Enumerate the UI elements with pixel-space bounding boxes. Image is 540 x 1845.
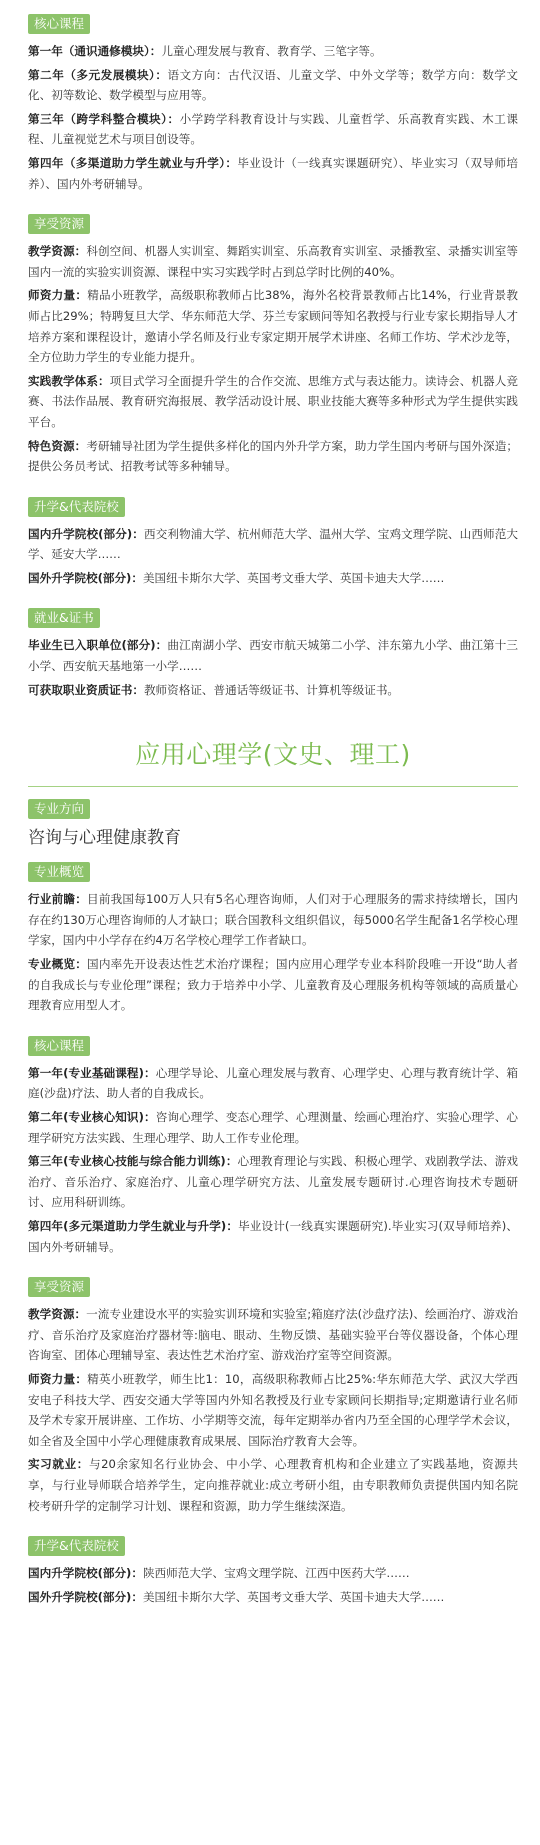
schools-section-2: [28, 1530, 518, 1607]
para-text: 项目式学习全面提升学生的合作交流、思维方式与表达能力。读诗会、机器人竞赛、书法作品展、教育研究海报展、教学活动设计展、职业技能大赛等多种形式为学生提供实践平台。: [28, 373, 518, 429]
para-text: 心理学导论、儿童心理发展与教育、心理学史、心理与教育统计学、箱庭(沙盘)疗法、助人者的自我成长。: [28, 1065, 518, 1101]
section-tag: 核心课程: [28, 1036, 90, 1056]
para-text: 语文方向：古代汉语、儿童文学、中外文学等；数学方向：数学文化、初等数论、数学模型与应用等。: [28, 67, 518, 103]
section-tag: 专业概览: [28, 862, 90, 882]
domestic-schools: [28, 524, 518, 565]
para-label: 师资力量：: [28, 288, 88, 303]
para-text: 美国纽卡斯尔大学、英国考文垂大学、英国卡迪夫大学……: [142, 1589, 445, 1604]
domestic-schools: [28, 1563, 518, 1584]
core-courses-section: [28, 8, 518, 194]
faculty: [28, 285, 518, 367]
para-label: 国外升学院校(部分)：: [28, 570, 143, 585]
teaching-resources: [28, 241, 518, 282]
para-label: 第一年(专业基础课程)：: [28, 1065, 156, 1080]
overview-section: [28, 856, 518, 1016]
para-label: 毕业生已入职单位(部分)：: [28, 638, 168, 653]
practice-system: [28, 371, 518, 433]
para-label: 行业前瞻：: [28, 892, 88, 907]
para-label: 实践教学体系：: [28, 373, 110, 388]
para-label: 国外升学院校(部分)：: [28, 1589, 143, 1604]
major-title: 应用心理学(文史、理工): [135, 740, 411, 770]
jobs-section: [28, 602, 518, 700]
direction-section: [28, 793, 518, 850]
para-text: 科创空间、机器人实训室、舞蹈实训室、乐高教育实训室、录播教室、录播实训室等国内一流的实验实训资源、课程中实习实践学时占到总学时比例的40%。: [28, 244, 518, 279]
para-label: 教学资源：: [28, 244, 87, 259]
para-text: 目前我国每100万人只有5名心理咨询师，人们对于心理服务的需求持续增长，国内存在约130万心理咨询师的人才缺口；联合国教科文组织倡议，每5000名学生配备1名学校心理学家，国内中小学存在约4万名学校心理学工作者缺口。: [28, 892, 518, 948]
foreign-schools: [28, 1587, 518, 1608]
major-direction: 咨询与心理健康教育: [28, 828, 181, 849]
para-label: 第四年(多元渠道助力学生就业与升学)：: [28, 1218, 239, 1233]
para-label: 国内升学院校(部分)：: [28, 526, 144, 541]
para-label: 第四年（多渠道助力学生就业与升学）：: [28, 155, 238, 170]
para-text: 毕业设计（一线真实课题研究）、毕业实习（双导师培养）、国内外考研辅导。: [28, 155, 519, 191]
para-text: 西交利物浦大学、杭州师范大学、温州大学、宝鸡文理学院、山西师范大学、延安大学……: [28, 526, 518, 562]
para-text: 国内率先开设表达性艺术治疗课程；国内应用心理学专业本科阶段唯一开设“助人者的自我成长与专业伦理”课程；致力于培养中小学、儿童教育及心理服务机构等领域的高质量心理教育应用型人才。: [28, 957, 518, 1013]
special-resources: [28, 436, 518, 477]
course-year-1: [28, 41, 518, 62]
core-courses-section-2: [28, 1030, 518, 1257]
schools-section: [28, 491, 518, 589]
para-label: 师资力量：: [28, 1371, 88, 1386]
section-tag: 升学&代表院校: [28, 497, 125, 517]
certificates: [28, 680, 518, 701]
para-label: 专业概览：: [28, 957, 88, 972]
para-text: 小学跨学科教育设计与实践、儿童哲学、乐高教育实践、木工课程、儿童视觉艺术与项目创设等。: [28, 111, 518, 147]
employers: [28, 635, 518, 676]
para-label: 特色资源：: [28, 438, 87, 453]
course-year-1: [28, 1063, 518, 1104]
course-year-4: [28, 1216, 518, 1257]
para-text: 教师资格证、普通话等级证书、计算机等级证书。: [143, 682, 400, 697]
para-label: 国内升学院校(部分)：: [28, 1566, 143, 1581]
course-year-3: [28, 109, 518, 150]
para-label: 实习就业：: [28, 1457, 89, 1472]
course-year-4: [28, 153, 518, 194]
course-year-2: [28, 65, 518, 106]
resources-section: [28, 208, 518, 477]
section-tag: 升学&代表院校: [28, 1536, 125, 1556]
course-year-3: [28, 1151, 518, 1213]
para-label: 第二年(专业核心知识)：: [28, 1110, 156, 1124]
major-overview: [28, 954, 518, 1016]
para-label: 第三年（跨学科整合模块）：: [28, 111, 180, 126]
resources-section-2: [28, 1271, 518, 1516]
para-text: 考研辅导社团为学生提供多样化的国内外升学方案，助力学生国内考研与国外深造；提供公务员考试、招教考试等多种辅导。: [28, 438, 518, 474]
major-title-block: [28, 738, 518, 787]
internship-employment: [28, 1454, 518, 1516]
para-text: 精英小班教学，师生比1：10，高级职称教师占比25%:华东师范大学、武汉大学西安电子科技大学、西安交通大学等国内外知名教授及行业专家顾问长期指导;定期邀请行业名师及学术专家开展讲座、工作坊、小学期等交流，每年定期举办省内乃至全国的心理学学术会议，如全省及全国中小学心理健康教育成果展、国际治疗教育大会等。: [28, 1371, 518, 1448]
section-tag: 享受资源: [28, 1277, 90, 1297]
para-text: 咨询心理学、变态心理学、心理测量、绘画心理治疗、实验心理学、心理学研究方法实践、生理心理学、助人工作专业伦理。: [28, 1110, 518, 1145]
para-label: 第三年(专业核心技能与综合能力训练)：: [28, 1154, 238, 1169]
industry-outlook: [28, 889, 518, 951]
title-divider: [28, 786, 518, 787]
para-text: 精品小班教学，高级职称教师占比38%，海外名校背景教师占比14%，行业背景教师占比29%；特聘复旦大学、华东师范大学、芬兰专家顾问等知名教授与行业专家长期指导人才培养方案和课程设计，邀请小学名师及行业专家定期开展学术讲座、名师工作坊、学术沙龙等，全方位助力学生的专业能力提升。: [28, 288, 518, 365]
section-tag: 享受资源: [28, 214, 90, 234]
para-text: 毕业设计(一线真实课题研究).毕业实习(双导师培养)、国内外考研辅导。: [28, 1218, 519, 1254]
para-text: 美国纽卡斯尔大学、英国考文垂大学、英国卡迪夫大学……: [142, 570, 445, 585]
para-label: 第二年（多元发展模块）：: [28, 67, 168, 82]
para-label: 教学资源：: [28, 1307, 87, 1322]
para-text: 一流专业建设水平的实验实训环境和实验室;箱庭疗法(沙盘疗法)、绘画治疗、游戏治疗、音乐治疗及家庭治疗器材等:脑电、眼动、生物反馈、基础实验平台等仪器设备，个体心理咨询室、团体心理辅导室、表达性艺术治疗室、游戏治疗室等空间资源。: [28, 1307, 518, 1363]
course-year-2: [28, 1107, 518, 1148]
para-text: 陕西师范大学、宝鸡文理学院、江西中医药大学……: [142, 1566, 410, 1581]
para-text: 儿童心理发展与教育、教育学、三笔字等。: [161, 44, 382, 58]
para-text: 与20余家知名行业协会、中小学、心理教育机构和企业建立了实践基地，资源共享，与行业导师联合培养学生，定向推荐就业:成立考研小组，由专职教师负责提供国内知名院校考研升学的定制学习计划、课程和资源，助力学生继续深造。: [28, 1457, 518, 1513]
para-label: 第一年（通识通修模块）：: [28, 44, 162, 58]
para-label: 可获取职业资质证书：: [28, 682, 144, 697]
para-text: 心理教育理论与实践、积极心理学、戏剧教学法、游戏治疗、音乐治疗、家庭治疗、儿童心理学研究方法、儿童发展专题研讨.心理咨询技术专题研讨、应用科研训练。: [28, 1154, 518, 1210]
para-text: 曲江南湖小学、西安市航天城第二小学、沣东第九小学、曲江第十三小学、西安航天基地第一小学……: [28, 638, 518, 674]
section-tag: 专业方向: [28, 799, 90, 819]
section-tag: 核心课程: [28, 14, 90, 34]
faculty: [28, 1369, 518, 1451]
teaching-resources: [28, 1304, 518, 1366]
foreign-schools: [28, 568, 518, 589]
section-tag: 就业&证书: [28, 608, 100, 628]
